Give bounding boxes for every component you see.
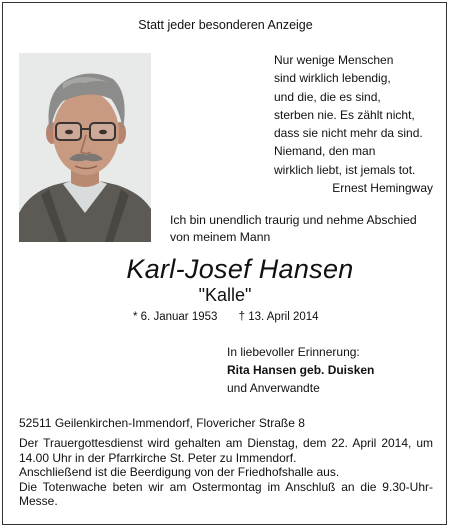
poem-line: sind wirklich lebendig, — [274, 71, 391, 86]
service-details — [19, 436, 433, 509]
memory-label: In liebevoller Erinnerung: — [227, 345, 360, 359]
service-paragraph: Die Totenwache beten wir am Ostermontag im Anschluß an die 9.30-Uhr-Messe. — [19, 479, 433, 509]
poem-line: wirklich liebt, ist jemals tot. — [274, 162, 416, 177]
intro-line: Ich bin unendlich traurig und nehme Abschied — [170, 213, 417, 227]
death-date: † 13. April 2014 — [238, 311, 319, 323]
poem — [274, 51, 439, 197]
mourner-name: Rita Hansen geb. Duisken — [227, 363, 375, 377]
poem-line: sterben nie. Es zählt nicht, — [274, 107, 415, 122]
life-dates — [133, 311, 433, 323]
family-address: 52511 Geilenkirchen-Immendorf, Flovericher Straße 8 — [19, 416, 305, 430]
birth-date: * 6. Januar 1953 — [133, 311, 218, 323]
deceased-nickname: "Kalle" — [198, 285, 252, 305]
poem-line: dass sie nicht mehr da sind. — [274, 126, 423, 141]
mourners-block — [227, 343, 437, 397]
notice-header: Statt jeder besonderen Anzeige — [138, 18, 313, 32]
deceased-name: Karl-Josef Hansen — [126, 254, 354, 284]
relatives-label: und Anverwandte — [227, 381, 320, 395]
poem-line: Niemand, den man — [274, 144, 376, 159]
portrait-photo — [19, 53, 151, 242]
intro-line: von meinem Mann — [170, 230, 271, 244]
poem-line: Nur wenige Menschen — [274, 53, 394, 67]
farewell-intro — [170, 212, 440, 246]
service-paragraph: Der Trauergottesdienst wird gehalten am Dienstag, dem 22. April 2014, um 14.00 Uhr in der Pfarrkirche St. Peter zu Immendorf. — [19, 436, 433, 465]
service-paragraph: Anschließend ist die Beerdigung von der Friedhofshalle aus. — [19, 465, 340, 480]
poem-author: Ernest Hemingway — [332, 181, 433, 196]
poem-line: und die, die es sind, — [274, 89, 381, 104]
